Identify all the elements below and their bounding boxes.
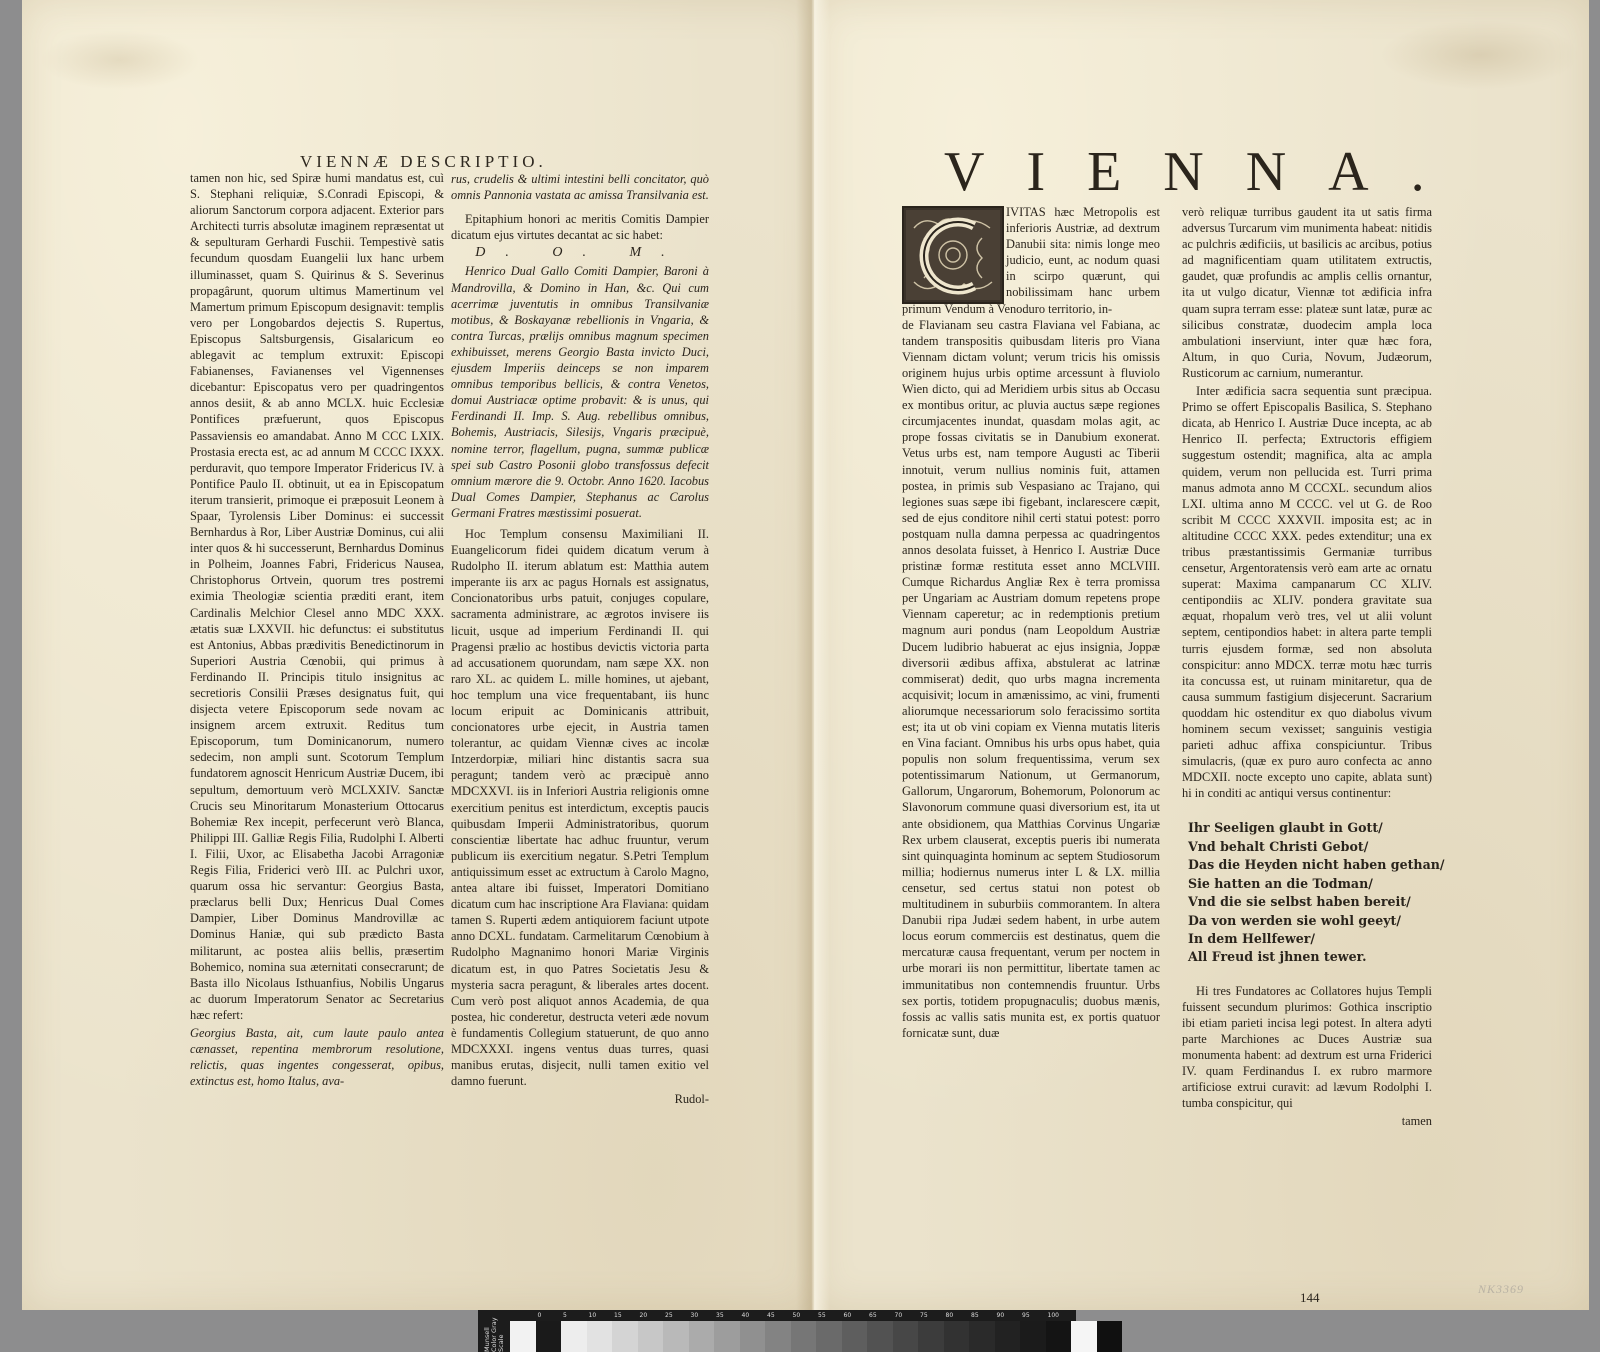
gray-swatch (944, 1312, 970, 1352)
page-header: VIENNÆ DESCRIPTIO. (300, 152, 547, 171)
swatch-tick-label: 50 (792, 1312, 801, 1319)
gray-swatch (893, 1312, 919, 1352)
gray-swatch (689, 1312, 715, 1352)
gray-swatch (969, 1312, 995, 1352)
swatch-tick-label: 95 (1022, 1312, 1030, 1319)
swatch-tick-label: 25 (665, 1312, 673, 1319)
gray-swatch (714, 1312, 740, 1352)
swatch-tick-label: 20 (639, 1312, 648, 1319)
gray-scale-target (478, 1310, 1076, 1352)
right-col2-body2: Inter ædificia sacra sequentia sunt præcipua. Primo se offert Episcopalis Basilica, S. Stephano dicata, ab Henrico I. Austriæ Duce incepta, ac ab Henrico II. perfecta; Extructoris effigiem suggestum ostendit; magnifica, alta ac ampla quidem, verum non pellucida est. Turri prima manus admota anno M CCCXL. secundum alios LXI. ultima anno M CCCC. vel ut G. de Roo scribit M CCCC XXXVII. imposita est; ac in altitudine CCCC XXX. pedes extenditur; una ex tribus præstantissimis Germaniæ turribus censetur, Argentoratensis verò eam arte ac ornatu superat: Maxima campanarum CC XLIV. centipondiis ac XLIV. pondera gravitate sua æquat, rhopalum verò tres, vel ut alii volunt septem, centipondios habet: in altera parte templi turris ejusdem formæ, sed non absoluta conspicitur: anno MDCX. terræ motu hæc turris ita concussa est, ut ruinam minitaretur, qua de causa summum fastigium disjecerunt. Sacrarium quoddam hic ostenditur ex quo diabolus vivum hominem secum vexisset; sanguinis vestigia parieti adhuc affixa conspiciuntur. Tribus simulacris, (quæ ex puro auro confecta ac anno MDCXII. nocte excepto uno capite, ablata sunt) hi in conditi ac antiqui versus continentur: (1182, 384, 1432, 801)
swatch-tick-label: 15 (614, 1312, 622, 1319)
gray-swatch (791, 1312, 817, 1352)
left-catchword: Rudol- (674, 1092, 709, 1107)
catalog-mark: NK3369 (1478, 1282, 1525, 1296)
left-column-2 (451, 171, 709, 1107)
verse-line: Sie hatten an die Todman/ (1188, 875, 1373, 891)
swatch-tick-label: 0 (537, 1312, 542, 1319)
gray-swatch (995, 1312, 1021, 1352)
swatch-tick-label: 90 (996, 1312, 1005, 1319)
gray-swatch (1071, 1321, 1097, 1352)
gray-swatch (663, 1312, 689, 1352)
swatch-tick-label: 60 (843, 1312, 852, 1319)
gray-swatch (867, 1312, 893, 1352)
gray-swatch (1046, 1312, 1072, 1352)
swatch-tick-label: 65 (869, 1312, 877, 1319)
page-gutter (796, 0, 830, 1310)
epitaph-text: Henrico Dual Gallo Comiti Dampier, Baroni à Mandrovilla, & Domino in Han, &c. Qui cum acerrimæ juventutis in omnibus Transilvaniæ motibus, & Boskayanæ rebellionis in Vngaria, & contra Turcas, prælijs omnibus magnum specimen exhibuisset, merens Georgio Basta invicto Duci, ejusdem Imperiis deinceps se non imparem omnibus temporibus bellicis, & contra Venetos, domui Austriacæ optime probavit: & is unus, qui Ferdinandi II. Imp. S. Aug. rebellibus omnibus, Bohemis, Austriacis, Silesijs, Vngaris præcipuè, nomine terror, flagellum, pugna, summæ publicæ spei sub Castro Posonii globo transfossus defecit omnium mærore die 9. Octobr. Anno 1620. Iacobus Dual Comes Dampier, Stephanus ac Carolus Germani Fratres mæstissimi posuerat. (451, 264, 709, 520)
left-col2-body: Hoc Templum consensu Maximiliani II. Euangelicorum fidei quidem dicatum verum à Rudolpho II. iterum ablatum est: Matthia autem imperante iis arx ac pagus Hornals est assignatus, Concionatoribus urbs patuit, conjuges copulare, sacramenta administrare, ac ægrotos invisere iis licuit, usque ad imperium Ferdinandi II. qui Pragensi prælio ac hostibus devictis victoria parta ad accusationem quorundam, nam sæpe XX. non raro XL. ac quidem L. mille homines, ut ajebant, hoc templum una vice frequentabant, iis hunc locum eripuit ac Dominicanis attribuit, concionatores urbe ejecit, in Austria tamen tolerantur, ac quidam Viennæ cives ac incolæ Intzerdorpiæ, miliari hinc distantis sacra sua peragunt; tandem verò ac præcipuè anno MDCXXVI. iis in Inferiori Austria religionis omne exercitium penitus est interdictum, exceptis paucis quibusdam Imperii Administratoribus, quorum conscientiæ libertate hac adhuc fruuntur, verum publicum iis exercitium negatur. S.Petri Templum antiquissimum esset ac extructum à Carolo Magno, antea altare ibi fuisset, Imperatori Domitiano dicatum cum hac inscriptione Ara Flaviana: quidam tamen S. Ruperti ædem antiquiorem faciunt utpote anno DCXL. fundatam. Carmelitarum Cœnobium à Rudolpho Magnanimo honori Mariæ Virginis dicatum est, in quo Patres Societatis Jesu & mysteria sacra peragunt, & liberales artes docent. Cum verò post aliquot annos Academia, de qua postea, hic conderetur, destructa veteri æde novum è fundamentis Collegium statuerunt, de quo anno MDCXXXI. ingens ventus duas turres, quasi manibus erutas, disjecit, nulli tamen exitio vel damno fuerunt. (451, 526, 709, 1089)
epitaph-intro: Epitaphium honori ac meritis Comitis Dampier dicatum ejus virtutes decantat ac sic habet: (451, 212, 709, 243)
gray-swatch (536, 1312, 562, 1352)
swatch-tick-label: 70 (894, 1312, 903, 1319)
verse-line: Vnd die sie selbst haben bereit/ (1188, 894, 1411, 910)
right-catchword: tamen (1401, 1114, 1432, 1129)
gray-swatch (842, 1312, 868, 1352)
page-number: 144 (1300, 1290, 1320, 1305)
verse-line: Vnd behalt Christi Gebot/ (1188, 838, 1369, 854)
gray-swatch (918, 1312, 944, 1352)
left-col1-text: tamen non hic, sed Spiræ humi mandatus est, cuì S. Stephani reliquiæ, S.Conradi Episcopi, & aliorum Sanctorum corpora adjacent. Exterior pars Architecti turris absolutæ imaginem repræsentat ut & sepulturam Gerhardi Fuschii. Tempestivè satis fecundum quosdam Euangelii lux hanc urbem illuminasset, quam S. Quirinus & S. Severinus propagârunt, quorum ultimus Mamertinum vel Mamertum primum Episcopum designavit: templis vero per Longobardos dejectis S. Rupertus, Episcopus Saltsburgensis, Gisalaricum eo ablegavit ac templum extruxit: Episcopi Fabianenses, Favianenses vel Vigennenses dicebantur: Episcopatus vero per quadringentos annos desiit, & ab anno MCLX. huic Ecclesiæ Pontifices præfuerunt, quos Episcopus Passaviensis eo amandabat. Anno M CCC LXIX. Prostasia erecta est, ac ad annum M CCCC IXXX. perduravit, quo tempore Imperator Fridericus IV. à Pontifice Paulo II. obtinuit, ut ea in Episcopatum iterum transierit, primoque ei præposuit Leonem à Spaar, Tyrolensis Liber Dominus: ei successit Bernhardus à Ror, Liber Austriæ Dominus, cui alii inter quos & hi successerunt, Bernhardus Dominus in Polheim, Joannes Fabri, Fridericus Nausea, Christophorus Ortvein, quorum tres postremi eximia Theologiæ scientia præditi erant, item Cardinalis Melchior Clesel anno MDC XXX. ætatis suæ LXXVII. hic defunctus: ei substitutus est Antonius, Abbas prædivitis Benedictinorum in Superiori Austria Cœnobii, qui primus à Ferdinando II. Principis titulo insignitus ac secretioris Consilii Præses designatus fuit, qui disjecta vetere Episcoporum sede novam ac insignem arcem extruxit. Reditus tum Episcoporum, tum Dominicanorum, numero sedecim, non ampli sunt. Scotorum Templum fundatorem agnoscit Henricum Austriæ Ducem, ibi sepultum, demortuum verò MCLXXIV. Sanctæ Crucis seu Minoritarum Monasterium Ottocarus Bohemiæ Rex incepit, perfecerunt verò Blanca, Philippi III. Galliæ Regis Filia, Rudolphi I. Alberti I. Filii, Uxor, ac Elisabetha Jacobi Arragoniæ Regis Filia, Friderici verò III. ac Pulchri uxor, quarum ossa hic servantur: Georgius Basta, præclarus belli Dux; Henricus Dual Comes Dampier, Liber Dominus Mandrovillæ ac Dominus Haniæ, qui sub prædicto Basta militarunt, ac postea aliis bellis, præsertim Bohemico, nomina sua æternitati consecrarunt; de Basta illo Nicolaus Isthuanfius, Nobilis Ungarus ac duorum Imperatorum Senator ac Secretarius hæc refert: (190, 171, 444, 1022)
swatch-tick-label: 45 (767, 1312, 775, 1319)
verse-line: In dem Hellfewer/ (1188, 930, 1315, 946)
swatch-strip (510, 1312, 1122, 1352)
right-col2-body3: Hi tres Fundatores ac Collatores hujus Templi fuissent secundum plurimos: Gothica inscriptio ibi etiam parieti incisa legi potest. In altera adyti parte Marchiones ac Duces Austriæ sua monumenta habent: ad dextrum est urna Friderici IV. quam Ferdinandus I. ex rubro marmore artificiose extrui curavit: ad lævum Rodolphi I. tumba conspicitur, qui (1182, 983, 1432, 1111)
right-col1-body: de Flavianam seu castra Flaviana vel Fabiana, ac tandem transpositis quibusdam literis pro Viana Viennam dictam volunt; verum tricis his omissis originem hujus urbis optime arcessunt à fluviolo Wien dicto, qui ad Meridiem urbis situs ab Occasu ex montibus oritur, ac pluvia auctus sæpe regiones circumjacentes inundat, quasdam molas agit, ac prope fossas civitatis se in Danubium exonerat. Vetus urbs est, nam tempore Augusti ac Tiberii innotuit, verum nullius nominis fuit, attamen postea, in primis sub Vespasiano ac Trajano, qui legiones suas sæpe ibi figebant, inclarescere cæpit, sed de ejus conditore nihil certi statui potest: porro postquam nulla damna perpessa ac quadringentos annos desolata fuisset, à Henrico I. Austriæ Duce pristinæ formæ restituta esset anno MCLVIII. Cumque Richardus Angliæ Rex è terra promissa per Ungariam ac Austriam domum repetens prope Viennam caperetur; ac in redemptionis pretium magnum auri pondus (nam Leopoldum Austriæ Ducem ludibrio habuerat ac ejus insignia, Joppæ diversorii ædibus affixa, abstulerat ac latrinæ commiserat) dedit, quo urbs magna incrementa acquisivit; locum in amænissimo, ac vini, frumenti aliorumque necessariorum solo feracissimo sortita est; ita ut ob vini copiam ex Vienna mutatis literis en Vina faciant. Omnibus his urbs opus habet, quia populis non solum frequentissima, verum sex potentissimarum Nationum, ut Germanorum, Gallorum, Ungarorum, Bohemorum, Polonorum ac Slavonorum commune quasi diversorium est, ita ut ante obsidionem, qua Matthias Corvinus Ungariæ Rex urbem clauserat, exceptis pueris ibi numerata sint quinquaginta hominum ac septem Studiosorum millia; hodiernus numerus inter L & LX. millia censetur, sed certus statui non potest ob multitudinem in suburbiis commorantem. In altera Danubii ripa Judæi sedem habent, in urbe autem locus eorum commerciis est destinatus, quem die mercaturæ causa frequentant, verum per noctem in urbe morari iis non permittitur, libertate tamen ac immunitatibus non contemnendis fruuntur. Urbs sex portis, totidem propugnaculis; duobus mænis, fossis ac vallis satis munita est, ex portis quatuor fornicatæ sunt, duæ (902, 317, 1160, 1040)
swatch-tick-label: 55 (818, 1312, 826, 1319)
gray-swatch (561, 1312, 587, 1352)
right-col2-body: verò reliquæ turribus gaudent ita ut satis firma adversus Turcarum vim munimenta habeat: nitidis ac pulchris ædificiis, ut basilicis ac arcibus, potius ad magnificentiam quam utilitatem extructis, gaudet, quæ profundis ac amplis cellis ornantur, ita ut vulgo dicatur, Viennæ tot ædificia infra quam supra terram esse: plateæ sunt latæ, puræ ac silicibus constratæ, duodecim ampla loca ambulationi inserviunt, inter quæ hæc fora, Altum, in quo Curia, Novum, Judæorum, Rusticorum ac carnium, numerantur. (1182, 205, 1432, 380)
gray-swatch (638, 1312, 664, 1352)
gray-scale-label: Munsell Color Gray Scale (483, 1317, 505, 1352)
swatch-tick-label: 40 (741, 1312, 750, 1319)
gray-swatch (1020, 1312, 1046, 1352)
gray-swatch (1097, 1321, 1123, 1352)
verse-line: Da von werden sie wohl geeyt/ (1188, 912, 1401, 928)
gray-swatch (612, 1312, 638, 1352)
right-column-2 (1182, 204, 1445, 1130)
left-column-1 (190, 170, 444, 1089)
verse-line: All Freud ist jhnen tewer. (1188, 949, 1367, 965)
swatch-tick-label: 75 (920, 1312, 928, 1319)
page-title: VIENNA. (944, 141, 1467, 203)
german-verse (1182, 819, 1445, 966)
verse-line: Ihr Seeligen glaubt in Gott/ (1188, 820, 1383, 836)
right-column-1 (902, 204, 1160, 1041)
swatch-tick-label: 100 (1047, 1312, 1059, 1319)
gray-swatch (816, 1312, 842, 1352)
swatch-tick-label: 10 (588, 1312, 597, 1319)
left-col1-italic: Georgius Basta, ait, cum laute paulo antea cænasset, repentina membrorum resolutione, relictis, quas ingentes congesserat, opibus, extinctus est, homo Italus, ava- (190, 1025, 444, 1089)
swatch-tick-label: 35 (716, 1312, 724, 1319)
gray-swatch (765, 1312, 791, 1352)
left-col2-italic-top: rus, crudelis & ultimi intestini belli concitator, quò omnis Pannonia vastata ac amissa Transilvania est. (451, 172, 709, 203)
swatch-tick-label: 5 (563, 1312, 567, 1319)
gray-swatch (587, 1312, 613, 1352)
right-col1-lead: IVITAS hæc Metropolis est inferioris Austriæ, ad dextrum Danubii sita: nimis longe meo judicio, eunt, ac nodum quasi in scirpo quærunt, qui nobilissimam hanc urbem primum Vendum à Venoduro territorio, in- (902, 205, 1160, 316)
gray-swatch (740, 1312, 766, 1352)
swatch-tick-label: 80 (945, 1312, 954, 1319)
gray-swatch (510, 1321, 536, 1352)
swatch-tick-label: 85 (971, 1312, 979, 1319)
dom-heading: D. O. M. (475, 245, 685, 261)
swatch-tick-label: 30 (690, 1312, 699, 1319)
verse-line: Das die Heyden nicht haben gethan/ (1188, 857, 1445, 873)
